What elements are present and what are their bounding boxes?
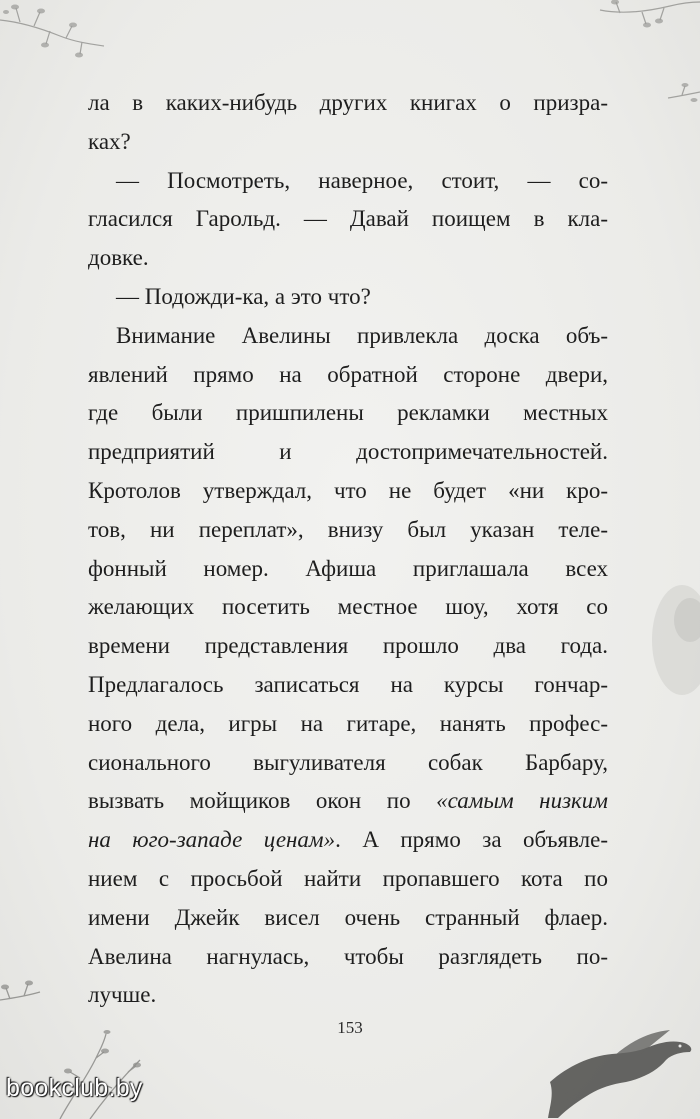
- text-line: где были пришпилены рекламки местных: [88, 400, 608, 426]
- smoke-decoration-right: [630, 580, 700, 720]
- text-run: . А прямо за объявле-: [335, 827, 608, 853]
- branch-decoration-top-left: [0, 0, 110, 70]
- text-line: [88, 782, 608, 821]
- text-line: тов, ни переплат», внизу был указан теле-: [88, 516, 608, 542]
- watermark: bookclub.by: [6, 1074, 143, 1102]
- text-line: довке.: [88, 245, 149, 271]
- text-line: фонный номер. Афиша приглашала всех: [88, 555, 608, 581]
- text-line: нием с просьбой найти пропавшего кота по: [88, 865, 608, 891]
- text-line: — Подожди-ка, а это что?: [116, 283, 371, 309]
- text-line: ках?: [88, 128, 131, 154]
- italic-text-run: «самым низким: [436, 788, 608, 814]
- text-line: лучше.: [88, 982, 157, 1008]
- text-line: Предлагалось записаться на курсы гончар-: [88, 671, 608, 697]
- page-number: 153: [337, 1018, 363, 1037]
- text-line: Кротолов утверждал, что не будет «ни кро-: [88, 477, 608, 503]
- text-line: явлений прямо на обратной стороне двери,: [88, 361, 608, 387]
- text-line: желающих посетить местное шоу, хотя со: [88, 594, 608, 620]
- body-text: [88, 84, 608, 1015]
- italic-text-run: на юго-западе ценам»: [88, 827, 336, 853]
- text-run: вызвать мойщиков окон по: [88, 788, 437, 814]
- text-line: времени представления прошло два года.: [88, 633, 608, 659]
- text-line: ного дела, игры на гитаре, нанять профес-: [88, 710, 608, 736]
- text-line: Авелина нагнулась, чтобы разглядеть по-: [88, 943, 608, 969]
- text-line: ла в каких-нибудь других книгах о призра-: [88, 90, 608, 115]
- text-line: имени Джейк висел очень странный флаер.: [88, 904, 608, 930]
- text-line: сионального выгуливателя собак Барбару,: [88, 749, 608, 775]
- text-line: [88, 821, 608, 860]
- text-line: предприятий и достопримечательностей.: [88, 439, 608, 465]
- text-line: Внимание Авелины привлекла доска объ-: [116, 322, 608, 348]
- text-line: — Посмотреть, наверное, стоит, — со-: [116, 167, 608, 193]
- text-line: гласился Гарольд. — Давай поищем в кла-: [88, 206, 608, 232]
